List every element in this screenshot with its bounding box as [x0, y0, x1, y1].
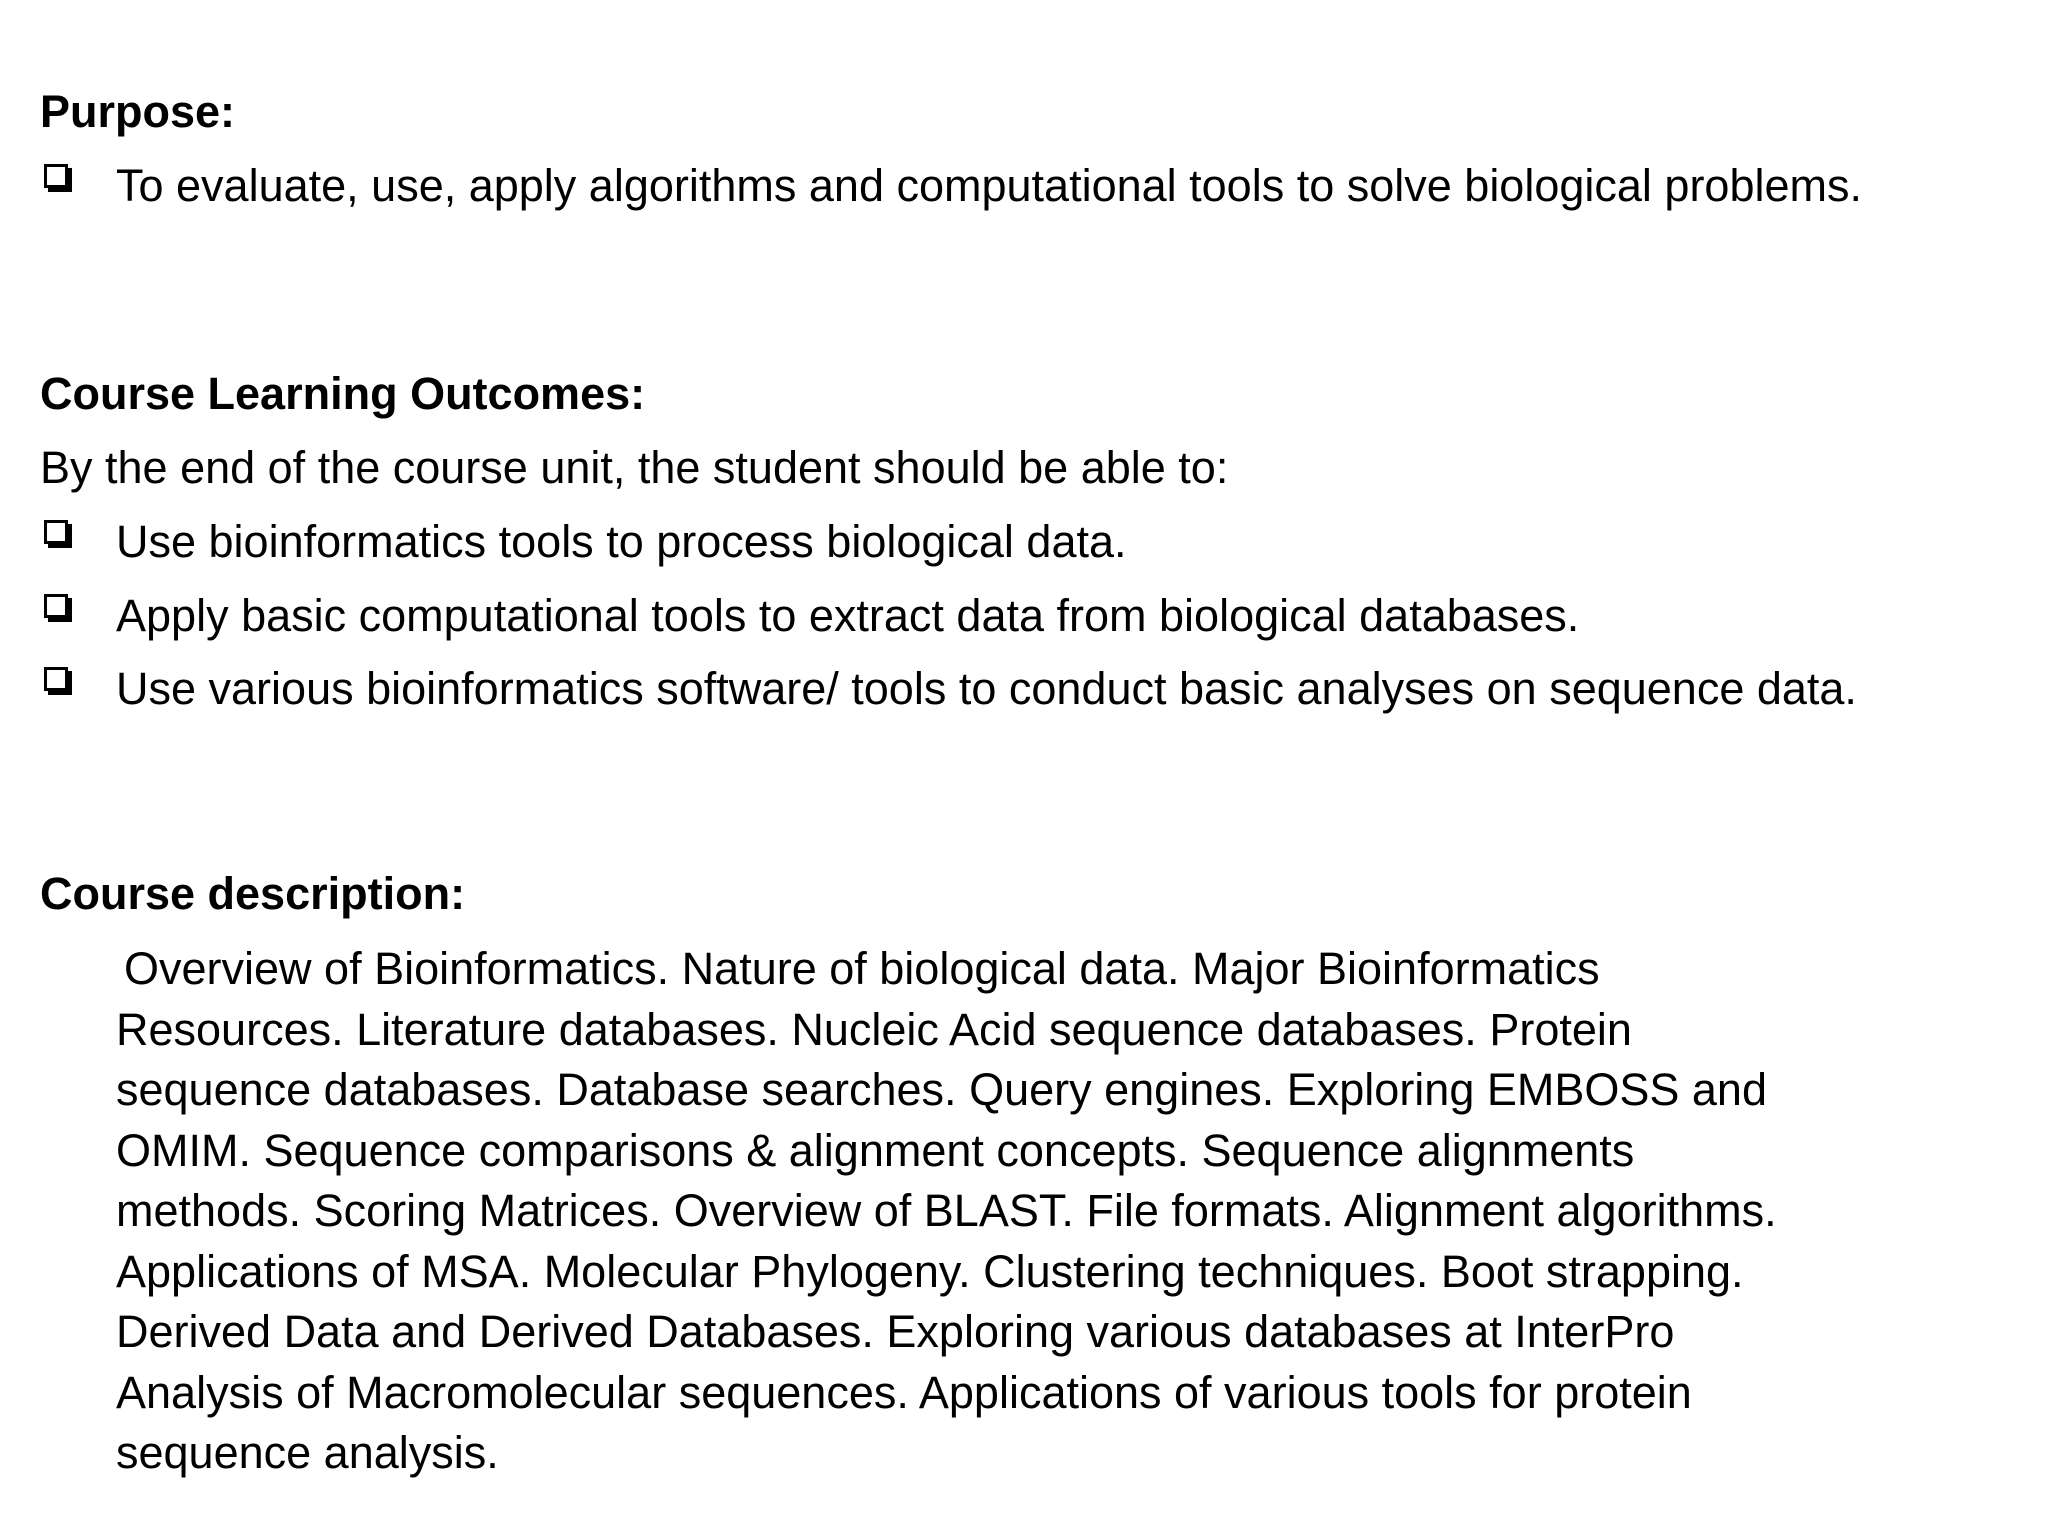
description-line: sequence analysis. [116, 1427, 499, 1478]
description-line: Resources. Literature databases. Nucleic Acid sequence databases. Protein [116, 1003, 1632, 1055]
description-body [116, 939, 2016, 1484]
outcome-bullet-text: Use bioinformatics tools to process biological data. [116, 516, 1127, 567]
description-line: Applications of MSA. Molecular Phylogeny. Clustering techniques. Boot strapping. [116, 1245, 1744, 1297]
description-line: Overview of Bioinformatics. Nature of biological data. Major Bioinformatics [124, 943, 1600, 994]
checkbox-bullet-icon [40, 512, 116, 572]
outcome-bullet-text: Apply basic computational tools to extract data from biological databases. [116, 590, 1580, 641]
description-line: OMIM. Sequence comparisons & alignment concepts. Sequence alignments [116, 1124, 1635, 1176]
checkbox-bullet-icon [40, 156, 116, 216]
purpose-bullet-item [40, 156, 2000, 216]
checkbox-bullet-icon [40, 659, 116, 719]
outcome-bullet-item [40, 512, 2000, 572]
outcome-bullet-item [40, 659, 2000, 719]
outcome-bullet-text: Use various bioinformatics software/ tools to conduct basic analyses on sequence data. [116, 663, 1857, 714]
description-line: Analysis of Macromolecular sequences. Applications of various tools for protein [116, 1366, 1692, 1418]
checkbox-bullet-icon [40, 586, 116, 646]
description-line: methods. Scoring Matrices. Overview of BLAST. File formats. Alignment algorithms. [116, 1185, 1777, 1236]
description-line: sequence databases. Database searches. Query engines. Exploring EMBOSS and [116, 1064, 1767, 1115]
outcomes-heading: Course Learning Outcomes: [40, 368, 646, 419]
description-heading: Course description: [40, 868, 466, 919]
outcome-bullet-item [40, 586, 2000, 646]
purpose-bullet-text: To evaluate, use, apply algorithms and computational tools to solve biological problems. [116, 160, 1862, 211]
description-line: Derived Data and Derived Databases. Exploring various databases at InterPro [116, 1306, 1675, 1357]
outcomes-intro: By the end of the course unit, the student should be able to: [40, 442, 1229, 493]
purpose-heading: Purpose: [40, 86, 236, 137]
